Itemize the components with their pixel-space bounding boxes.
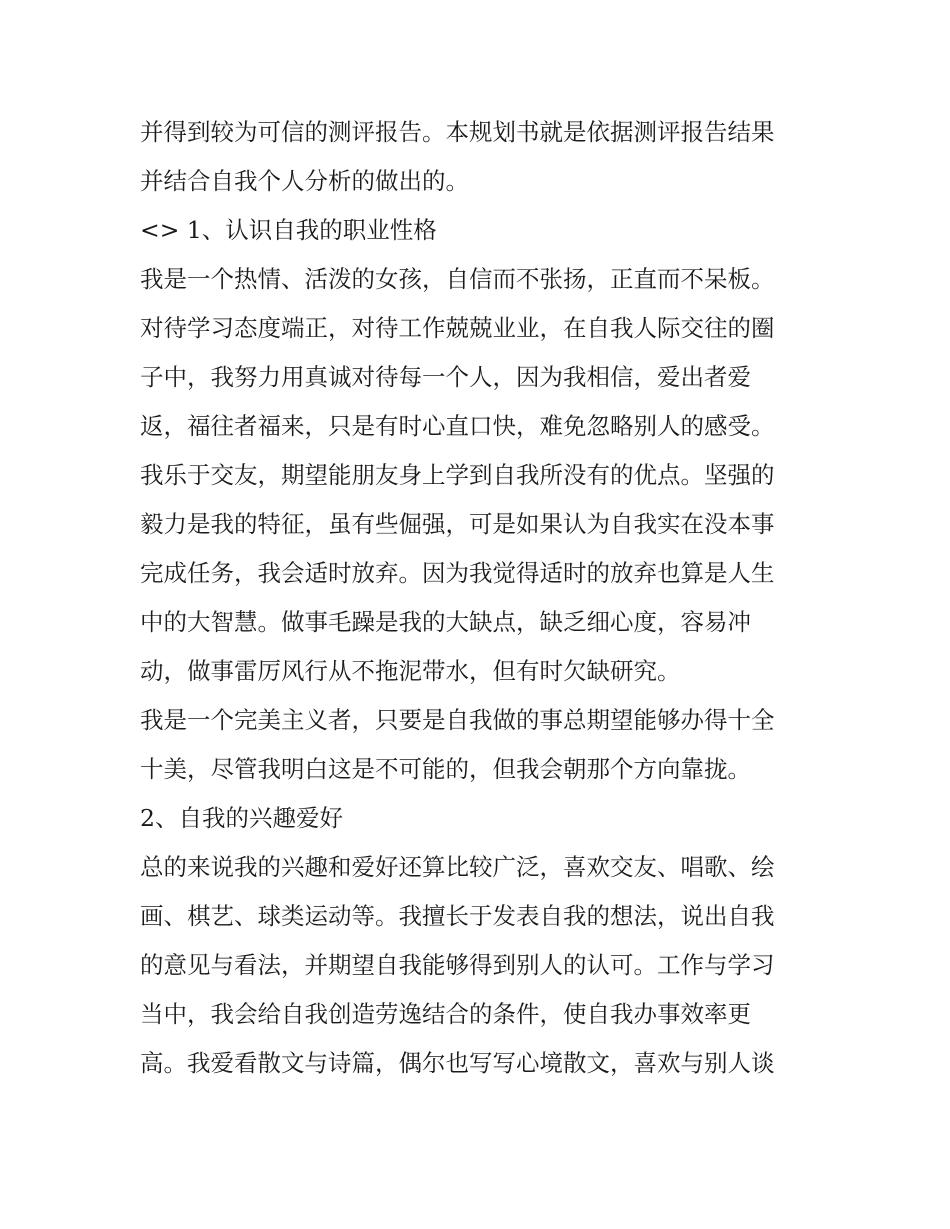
text-line-6: 子中，我努力用真诚对待每一个人，因为我相信，爱出者爱 <box>140 363 751 391</box>
section-heading-2: 2、自我的兴趣爱好 <box>140 804 343 832</box>
text-line-5: 对待学习态度端正，对待工作兢兢业业，在自我人际交往的圈 <box>140 314 775 342</box>
section-heading-1: <> 1、认识自我的职业性格 <box>140 216 437 244</box>
text-line-19: 当中，我会给自我创造劳逸结合的条件，使自我办事效率更 <box>140 1000 751 1028</box>
text-line-20: 高。我爱看散文与诗篇，偶尔也写写心境散文，喜欢与别人谈 <box>140 1049 775 1077</box>
text-line-13: 我是一个完美主义者，只要是自我做的事总期望能够办得十全 <box>140 706 775 734</box>
text-line-8: 我乐于交友，期望能朋友身上学到自我所没有的优点。坚强的 <box>140 461 775 489</box>
text-line-12: 动，做事雷厉风行从不拖泥带水，但有时欠缺研究。 <box>140 657 681 685</box>
text-line-7: 返，福往者福来，只是有时心直口快，难免忽略别人的感受。 <box>140 412 775 440</box>
text-line-16: 总的来说我的兴趣和爱好还算比较广泛，喜欢交友、唱歌、绘 <box>140 853 775 881</box>
text-line-14: 十美，尽管我明白这是不可能的，但我会朝那个方向靠拢。 <box>140 755 751 783</box>
document-body <box>140 108 820 1088</box>
text-line-9: 毅力是我的特征，虽有些倔强，可是如果认为自我实在没本事 <box>140 510 775 538</box>
text-line-11: 中的大智慧。做事毛躁是我的大缺点，缺乏细心度，容易冲 <box>140 608 751 636</box>
text-line-17: 画、棋艺、球类运动等。我擅长于发表自我的想法，说出自我 <box>140 902 775 930</box>
text-line-18: 的意见与看法，并期望自我能够得到别人的认可。工作与学习 <box>140 951 775 979</box>
text-line-2: 并结合自我个人分析的做出的。 <box>140 167 469 195</box>
text-line-10: 完成任务，我会适时放弃。因为我觉得适时的放弃也算是人生 <box>140 559 775 587</box>
text-line-4: 我是一个热情、活泼的女孩，自信而不张扬，正直而不呆板。 <box>140 265 775 293</box>
text-line-1: 并得到较为可信的测评报告。本规划书就是依据测评报告结果 <box>140 118 775 146</box>
